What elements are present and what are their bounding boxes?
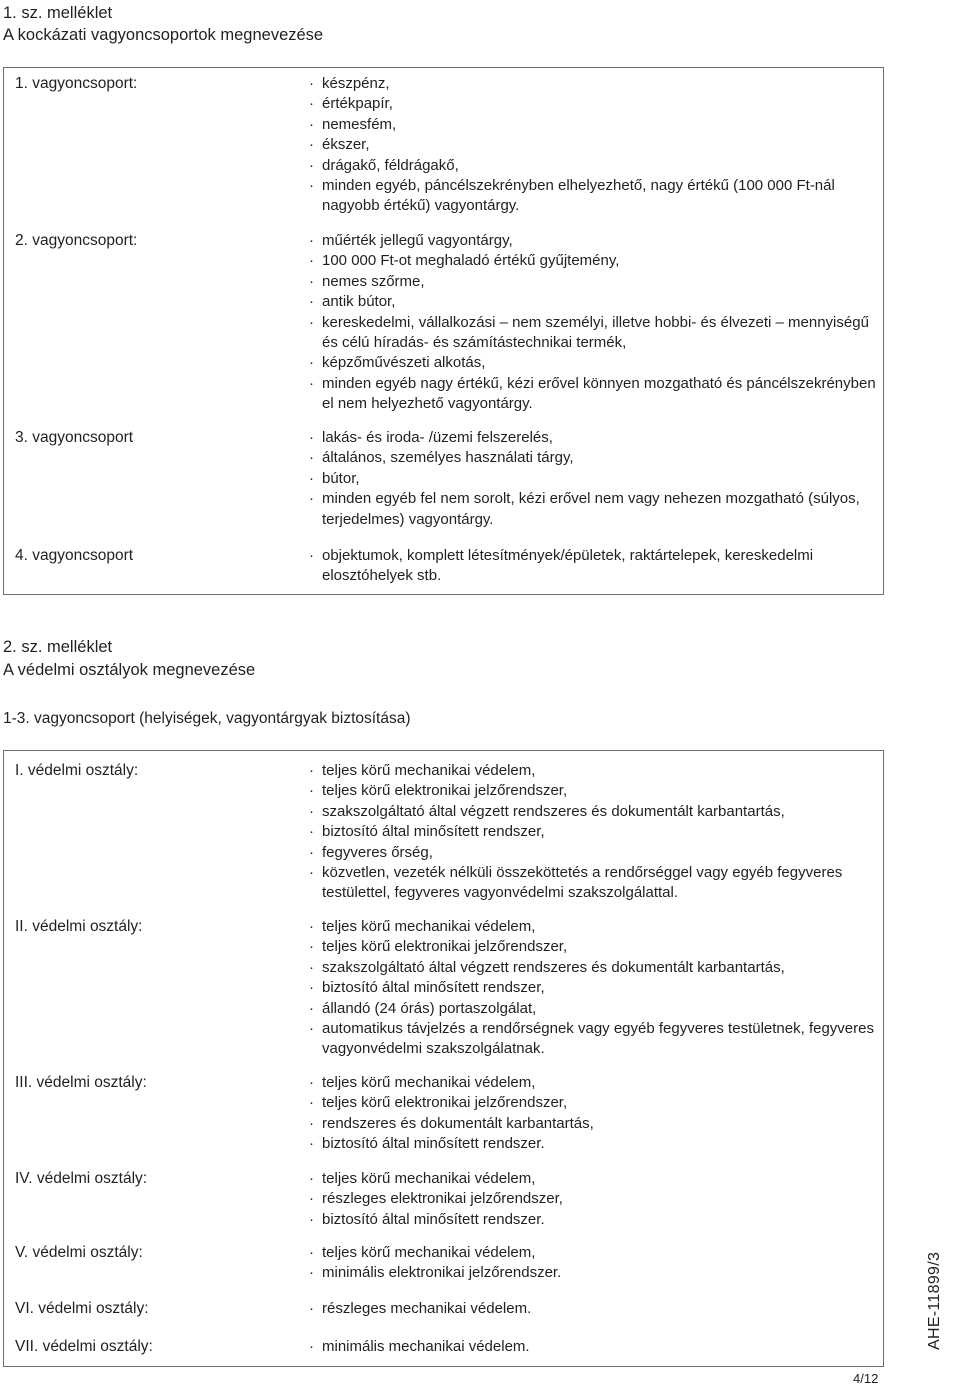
item-text: lakás- és iroda- /üzemi felszerelés, (322, 429, 553, 446)
item-text: minden egyéb fel nem sorolt, kézi erővel nem vagy nehezen mozgatható (súlyos, terjedelmes) vagyontárgy. (322, 490, 860, 528)
group-items (309, 546, 879, 587)
item-text: bútor, (322, 469, 360, 487)
bullet: · (309, 782, 314, 800)
list-item (309, 761, 879, 781)
list-item (309, 781, 879, 801)
bullet: · (309, 1074, 314, 1091)
list-item (309, 1134, 879, 1154)
bullet: · (309, 918, 314, 935)
class-label: VI. védelmi osztály: (15, 1300, 149, 1317)
annex1-heading-title: A kockázati vagyoncsoportok megnevezése (3, 26, 324, 44)
item-text: minden egyéb, páncélszekrényben elhelyezhető, nagy értékű (100 000 Ft-nál nagyobb értékű) vagyontárgy. (322, 177, 835, 215)
list-item (309, 313, 879, 354)
list-item (309, 156, 879, 176)
item-text: biztosító által minősített rendszer. (322, 1135, 545, 1153)
item-text: nemesfém, (322, 115, 397, 133)
bullet: · (309, 843, 314, 861)
item-text: állandó (24 órás) portaszolgálat, (322, 999, 537, 1017)
footer-divider (843, 1366, 883, 1367)
bullet: · (309, 938, 314, 956)
bullet: · (309, 1114, 314, 1132)
bullet: · (309, 1300, 314, 1317)
list-item (309, 1019, 879, 1060)
annex2-subheading: 1-3. vagyoncsoport (helyiségek, vagyontárgyak biztosítása) (3, 710, 411, 727)
bullet: · (309, 1264, 314, 1282)
list-item (309, 1189, 879, 1209)
bullet: · (309, 272, 314, 290)
list-item (309, 1263, 879, 1283)
bullet: · (309, 1244, 314, 1261)
item-text: értékpapír, (322, 95, 393, 113)
list-item (309, 937, 879, 957)
list-item (309, 1169, 879, 1189)
bullet: · (309, 136, 314, 154)
annex2-heading-title: A védelmi osztályok megnevezése (3, 661, 256, 679)
item-text: teljes körű elektronikai jelzőrendszer, (322, 938, 568, 956)
bullet: · (309, 354, 314, 372)
item-text: kereskedelmi, vállalkozási – nem személyi, illetve hobbi- és élvezeti – mennyiségű és célú híradás- és számítástechnikai termék, (322, 313, 869, 352)
bullet: · (309, 252, 314, 270)
list-item (309, 469, 879, 489)
bullet: · (309, 823, 314, 841)
group-label: 3. vagyoncsoport (15, 429, 134, 446)
item-text: biztosító által minősített rendszer, (322, 979, 545, 997)
bullet: · (309, 293, 314, 311)
class-items (309, 1243, 879, 1284)
list-item (309, 272, 879, 292)
list-item (309, 822, 879, 842)
item-text: teljes körű mechanikai védelem, (322, 918, 536, 935)
item-text: teljes körű elektronikai jelzőrendszer, (322, 1094, 568, 1112)
bullet: · (309, 1210, 314, 1228)
item-text: antik bútor, (322, 293, 396, 311)
bullet: · (309, 449, 314, 467)
item-text: részleges mechanikai védelem. (322, 1300, 532, 1317)
item-text: teljes körű elektronikai jelzőrendszer, (322, 782, 568, 800)
list-item (309, 958, 879, 978)
list-item (309, 292, 879, 312)
group-label: 4. vagyoncsoport (15, 547, 134, 564)
document-code: AHE-11899/3 (926, 1251, 943, 1350)
bullet: · (309, 469, 314, 487)
protection-classes-table (3, 750, 884, 1367)
bullet: · (309, 999, 314, 1017)
item-text: biztosító által minősített rendszer. (322, 1210, 545, 1228)
bullet: · (309, 1135, 314, 1153)
bullet: · (309, 979, 314, 997)
list-item (309, 176, 879, 217)
bullet: · (309, 547, 314, 564)
item-text: objektumok, komplett létesítmények/épületek, raktártelepek, kereskedelmi elosztóhelyek stb. (322, 547, 814, 585)
item-text: műérték jellegű vagyontárgy, (322, 232, 513, 249)
class-items (309, 1299, 879, 1319)
annex2-heading-number: 2. sz. melléklet (3, 638, 113, 656)
class-label: V. védelmi osztály: (15, 1244, 143, 1261)
bullet: · (309, 1190, 314, 1208)
bullet: · (309, 429, 314, 446)
item-text: rendszeres és dokumentált karbantartás, (322, 1114, 594, 1132)
item-text: ékszer, (322, 136, 370, 154)
list-item (309, 917, 879, 937)
item-text: szakszolgáltató által végzett rendszeres és dokumentált karbantartás, (322, 958, 785, 976)
list-item (309, 94, 879, 114)
list-item (309, 1210, 879, 1230)
bullet: · (309, 802, 314, 820)
class-items (309, 1073, 879, 1155)
list-item (309, 135, 879, 155)
item-text: részleges elektronikai jelzőrendszer, (322, 1190, 563, 1208)
list-item (309, 489, 879, 530)
list-item (309, 802, 879, 822)
bullet: · (309, 1020, 314, 1038)
list-item (309, 863, 879, 904)
bullet: · (309, 864, 314, 882)
item-text: drágakő, féldrágakő, (322, 156, 459, 174)
bullet: · (309, 156, 314, 174)
item-text: általános, személyes használati tárgy, (322, 449, 574, 467)
list-item (309, 1337, 879, 1357)
class-items (309, 917, 879, 1060)
group-label: 2. vagyoncsoport: (15, 232, 138, 249)
annex1-heading-number: 1. sz. melléklet (3, 4, 113, 22)
item-text: teljes körű mechanikai védelem, (322, 1244, 536, 1261)
bullet: · (309, 958, 314, 976)
group-items (309, 231, 879, 415)
class-label: III. védelmi osztály: (15, 1074, 147, 1091)
bullet: · (309, 1170, 314, 1187)
list-item (309, 428, 879, 448)
list-item (309, 374, 879, 415)
bullet: · (309, 95, 314, 113)
class-label: IV. védelmi osztály: (15, 1170, 148, 1187)
list-item (309, 115, 879, 135)
class-label: I. védelmi osztály: (15, 762, 139, 779)
group-items (309, 74, 879, 217)
list-item (309, 546, 879, 587)
bullet: · (309, 232, 314, 249)
list-item (309, 978, 879, 998)
list-item (309, 843, 879, 863)
bullet: · (309, 1338, 314, 1355)
item-text: teljes körű mechanikai védelem, (322, 762, 536, 779)
item-text: minimális mechanikai védelem. (322, 1338, 530, 1355)
item-text: nemes szőrme, (322, 272, 425, 290)
item-text: 100 000 Ft-ot meghaladó értékű gyűjtemény, (322, 252, 620, 270)
item-text: minden egyéb nagy értékű, kézi erővel könnyen mozgatható és páncélszekrényben el nem helyezhető vagyontárgy. (322, 374, 876, 413)
list-item (309, 999, 879, 1019)
item-text: biztosító által minősített rendszer, (322, 823, 545, 841)
bullet: · (309, 762, 314, 779)
list-item (309, 1073, 879, 1093)
group-items (309, 428, 879, 530)
bullet: · (309, 490, 314, 508)
list-item (309, 1299, 879, 1319)
list-item (309, 74, 879, 94)
list-item (309, 1243, 879, 1263)
page-number: 4/12 (853, 1371, 879, 1386)
bullet: · (309, 115, 314, 133)
class-items (309, 761, 879, 904)
bullet: · (309, 177, 314, 195)
item-text: képzőművészeti alkotás, (322, 354, 486, 372)
group-label: 1. vagyoncsoport: (15, 75, 138, 92)
item-text: készpénz, (322, 75, 390, 92)
bullet: · (309, 313, 314, 331)
bullet: · (309, 1094, 314, 1112)
list-item (309, 353, 879, 373)
class-label: VII. védelmi osztály: (15, 1338, 153, 1355)
bullet: · (309, 75, 314, 92)
class-items (309, 1337, 879, 1357)
list-item (309, 231, 879, 251)
class-label: II. védelmi osztály: (15, 918, 143, 935)
item-text: minimális elektronikai jelzőrendszer. (322, 1264, 562, 1282)
item-text: szakszolgáltató által végzett rendszeres és dokumentált karbantartás, (322, 802, 785, 820)
bullet: · (309, 374, 314, 392)
item-text: közvetlen, vezeték nélküli összeköttetés a rendőrséggel vagy egyéb fegyveres testülettel, fegyveres vagyonvédelmi szakszolgálattal. (322, 864, 843, 902)
item-text: teljes körű mechanikai védelem, (322, 1074, 536, 1091)
list-item (309, 251, 879, 271)
list-item (309, 1114, 879, 1134)
item-text: teljes körű mechanikai védelem, (322, 1170, 536, 1187)
item-text: fegyveres őrség, (322, 843, 433, 861)
asset-groups-table (3, 67, 884, 595)
list-item (309, 1093, 879, 1113)
list-item (309, 448, 879, 468)
item-text: automatikus távjelzés a rendőrségnek vagy egyéb fegyveres testületnek, fegyveres vagyonvédelmi szakszolgálatnak. (322, 1020, 874, 1058)
class-items (309, 1169, 879, 1230)
